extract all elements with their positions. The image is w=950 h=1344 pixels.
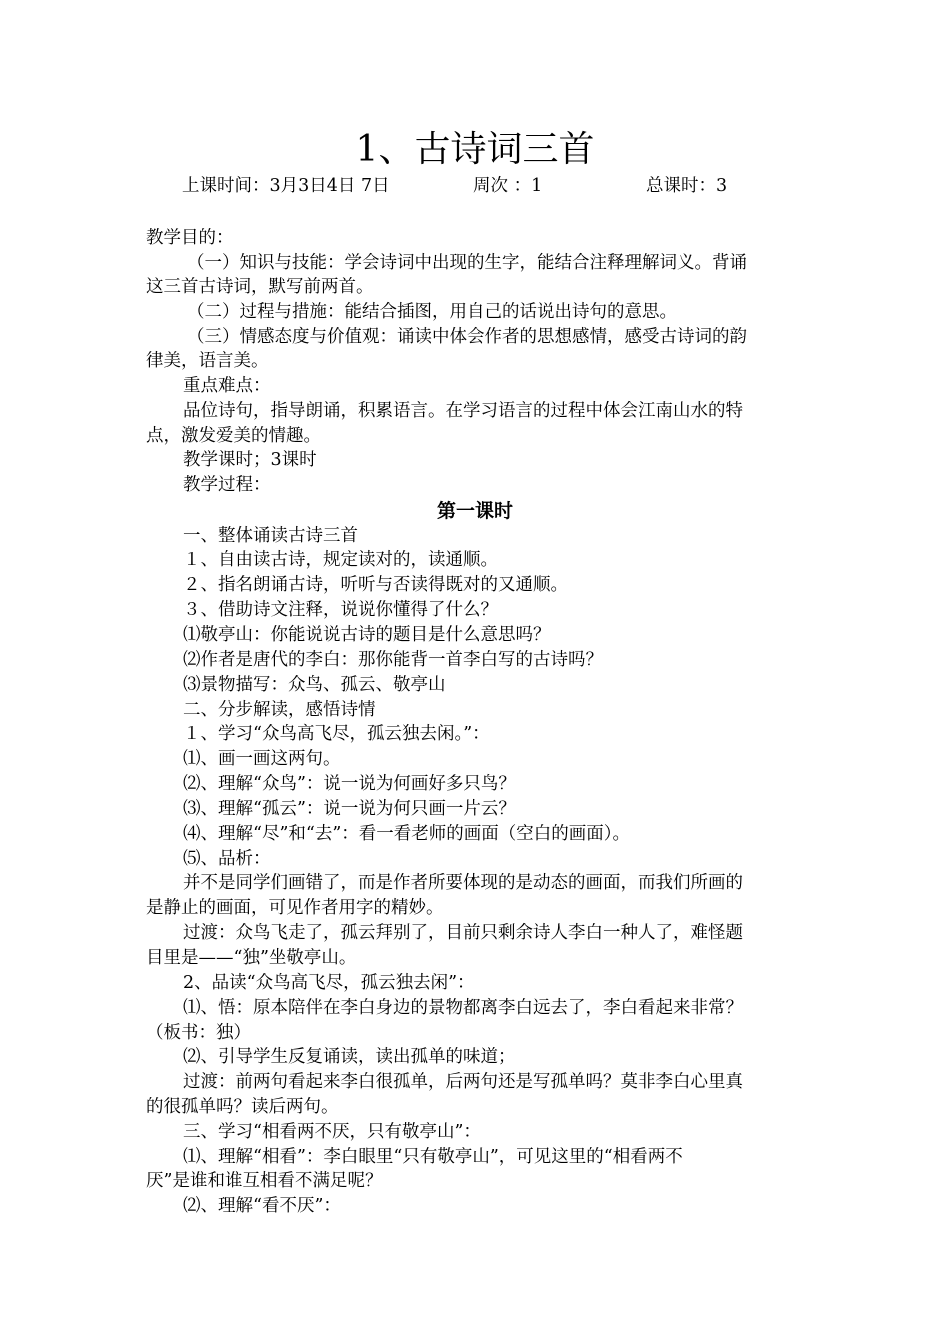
text-line: 并不是同学们画错了，而是作者所要体现的是动态的画面，而我们所画的 bbox=[183, 873, 743, 893]
text-line: 2、品读“众鸟高飞尽，孤云独去闲”： bbox=[183, 973, 475, 993]
text-line: 律美，语言美。 bbox=[146, 351, 269, 371]
text-line: （板书：独） bbox=[146, 1023, 251, 1043]
text-line: ⑷、理解“尽”和“去”：看一看老师的画面（空白的画面）。 bbox=[183, 824, 631, 844]
text-line: ⑸、品析： bbox=[183, 849, 271, 869]
section-heading: 第一课时 bbox=[436, 500, 513, 522]
text-line: ⑴、悟：原本陪伴在李白身边的景物都离李白远去了，李白看起来非常？ bbox=[183, 998, 743, 1018]
text-line: 一、整体诵读古诗三首 bbox=[183, 526, 358, 546]
total-lessons: 总课时：3 bbox=[646, 176, 728, 196]
text-line: ⑶、理解“孤云”：说一说为何只画一片云？ bbox=[183, 799, 516, 819]
text-line: 品位诗句，指导朗诵，积累语言。在学习语言的过程中体会江南山水的特 bbox=[183, 401, 743, 421]
text-line: 过渡：前两句看起来李白很孤单，后两句还是写孤单吗？莫非李白心里真 bbox=[183, 1072, 743, 1092]
text-line: 目里是——“独”坐敬亭山。 bbox=[146, 948, 357, 968]
text-line: ⑴、画一画这两句。 bbox=[183, 749, 341, 769]
text-line: 三、学习“相看两不厌，只有敬亭山”： bbox=[183, 1122, 481, 1142]
text-line: ⑴、理解“相看”：李白眼里“只有敬亭山”，可见这里的“相看两不 bbox=[183, 1147, 683, 1167]
text-line: ⑵、理解“看不厌”： bbox=[183, 1196, 341, 1216]
text-line: （三）情感态度与价值观：诵读中体会作者的思想感情，感受古诗词的韵 bbox=[187, 327, 747, 347]
text-line: 点，激发爱美的情趣。 bbox=[146, 426, 321, 446]
text-line: 教学目的： bbox=[146, 228, 234, 248]
text-line: １、学习“众鸟高飞尽，孤云独去闲。”： bbox=[183, 724, 490, 744]
text-line: 的很孤单吗？读后两句。 bbox=[146, 1097, 339, 1117]
text-line: ２、指名朗诵古诗，听听与否读得既对的又通顺。 bbox=[183, 575, 568, 595]
text-line: ⑴敬亭山：你能说说古诗的题目是什么意思吗？ bbox=[183, 625, 551, 645]
text-line: 重点难点： bbox=[183, 376, 271, 396]
text-line: 过渡：众鸟飞走了，孤云拜别了，目前只剩余诗人李白一种人了，难怪题 bbox=[183, 923, 743, 943]
text-line: ⑵、理解“众鸟”：说一说为何画好多只鸟？ bbox=[183, 774, 516, 794]
class-time: 上课时间：3月3日4日 7日 bbox=[182, 176, 390, 196]
text-line: ⑵作者是唐代的李白：那你能背一首李白写的古诗吗？ bbox=[183, 650, 603, 670]
text-line: １、自由读古诗，规定读对的，读通顺。 bbox=[183, 550, 498, 570]
text-line: （一）知识与技能：学会诗词中出现的生字，能结合注释理解词义。背诵 bbox=[187, 253, 747, 273]
text-line: ３、借助诗文注释，说说你懂得了什么？ bbox=[183, 600, 498, 620]
text-line: ⑵、引导学生反复诵读，读出孤单的味道； bbox=[183, 1047, 516, 1067]
text-line: （二）过程与措施：能结合插图，用自己的话说出诗句的意思。 bbox=[187, 302, 677, 322]
text-line: 是静止的画面，可见作者用字的精妙。 bbox=[146, 898, 444, 918]
week-number: 周次 ：1 bbox=[473, 176, 543, 196]
page-title: 1、古诗词三首 bbox=[355, 129, 595, 170]
text-line: 教学过程： bbox=[183, 475, 271, 495]
text-line: 这三首古诗词，默写前两首。 bbox=[146, 277, 374, 297]
text-line: 教学课时；3课时 bbox=[183, 450, 317, 470]
text-line: ⑶景物描写：众鸟、孤云、敬亭山 bbox=[183, 675, 446, 695]
text-line: 二、分步解读，感悟诗情 bbox=[183, 700, 376, 720]
text-line: 厌”是谁和谁互相看不满足呢？ bbox=[146, 1171, 383, 1191]
